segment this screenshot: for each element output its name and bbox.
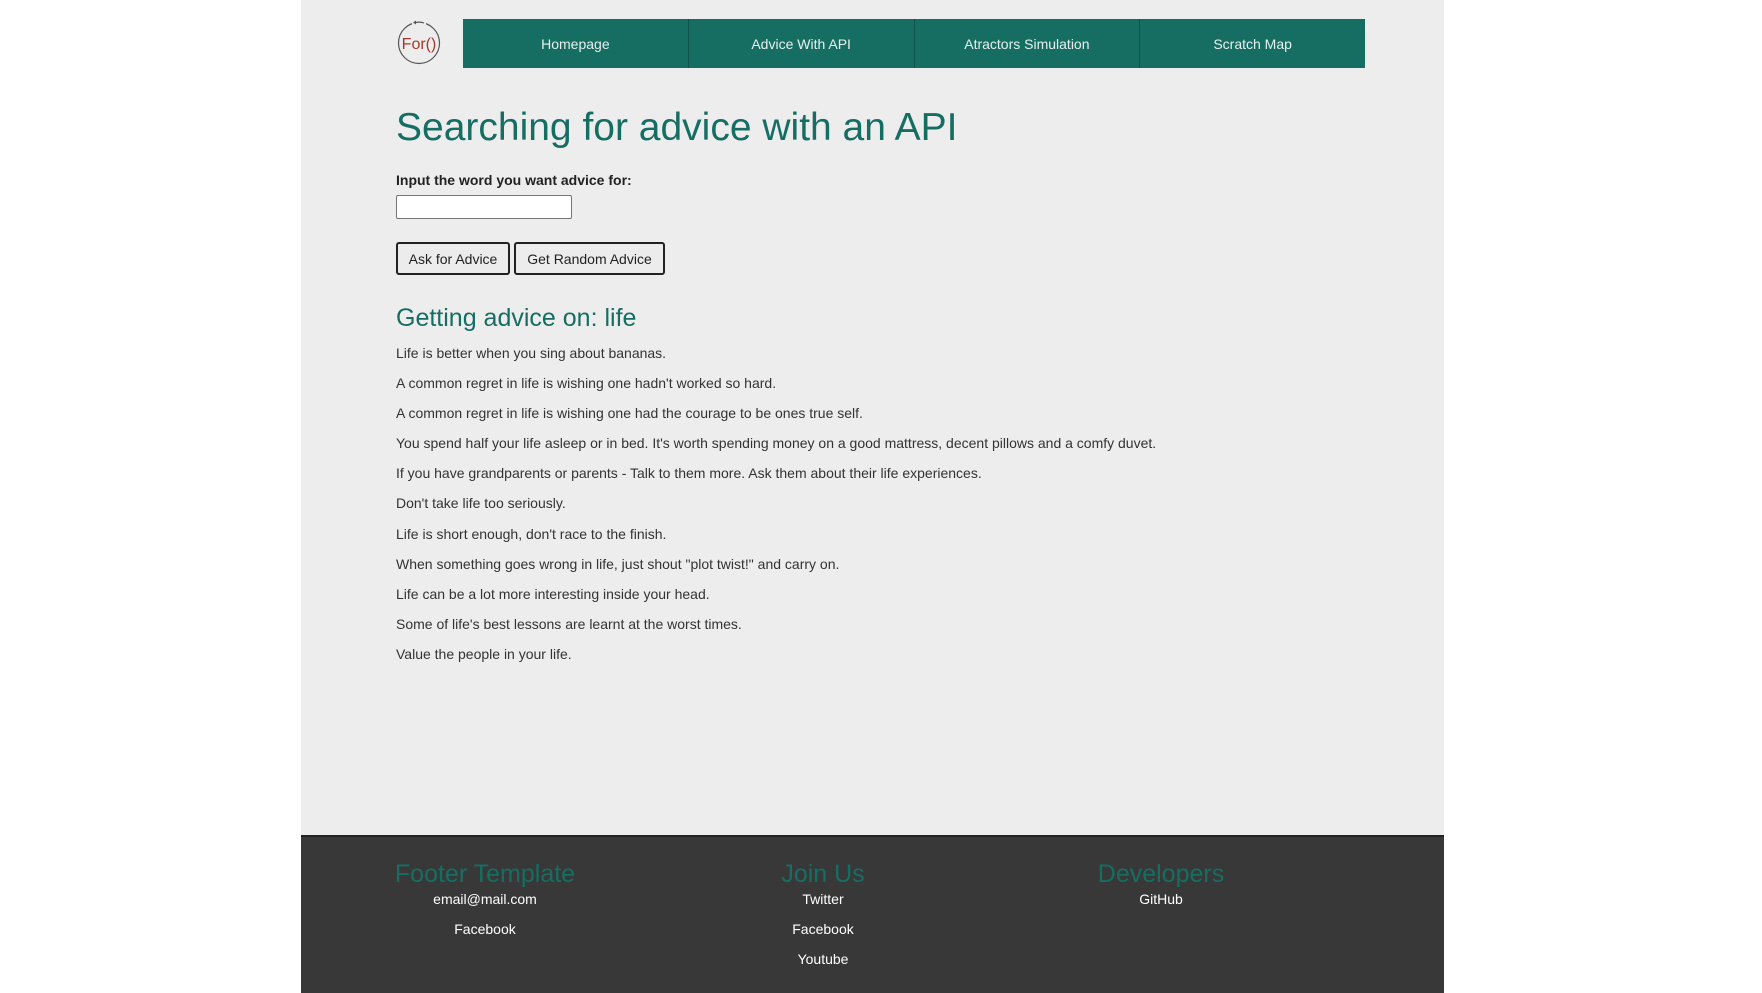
nav-item-homepage[interactable]: Homepage bbox=[463, 19, 689, 68]
advice-item: Life is short enough, don't race to the finish. bbox=[396, 525, 667, 542]
advice-item: Value the people in your life. bbox=[396, 645, 572, 662]
results-heading: Getting advice on: life bbox=[396, 304, 637, 332]
advice-item: A common regret in life is wishing one had the courage to be ones true self. bbox=[396, 405, 863, 422]
logo-text: For() bbox=[401, 36, 437, 53]
advice-item: When something goes wrong in life, just shout "plot twist!" and carry on. bbox=[396, 555, 840, 572]
footer-link-facebook[interactable]: Facebook bbox=[454, 921, 516, 937]
footer-link-youtube[interactable]: Youtube bbox=[797, 951, 849, 967]
footer-link-twitter[interactable]: Twitter bbox=[802, 891, 844, 907]
footer-heading: Footer Template bbox=[394, 860, 576, 888]
advice-item: You spend half your life asleep or in bed. It's worth spending money on a good mattress, decent pillows and a comfy duvet. bbox=[396, 435, 1157, 452]
advice-item: If you have grandparents or parents - Talk to them more. Ask them about their life experiences. bbox=[396, 465, 982, 482]
main-content bbox=[301, 0, 1444, 835]
advice-item: Don't take life too seriously. bbox=[396, 495, 566, 512]
footer-link-facebook[interactable]: Facebook bbox=[792, 921, 854, 937]
ask-for-advice-button[interactable]: Ask for Advice bbox=[396, 242, 510, 275]
footer bbox=[301, 835, 1444, 993]
word-input-label: Input the word you want advice for: bbox=[396, 172, 632, 188]
footer-link-github[interactable]: GitHub bbox=[1139, 891, 1183, 907]
page bbox=[301, 0, 1444, 993]
advice-item: A common regret in life is wishing one hadn't worked so hard. bbox=[396, 375, 777, 392]
advice-list bbox=[396, 345, 1156, 676]
for-loop-logo-icon bbox=[396, 19, 442, 65]
get-random-advice-button[interactable]: Get Random Advice bbox=[514, 242, 665, 275]
footer-link-email[interactable]: email@mail.com bbox=[433, 891, 537, 907]
site-logo[interactable] bbox=[396, 19, 442, 65]
page-title: Searching for advice with an API bbox=[396, 106, 958, 149]
advice-item: Some of life's best lessons are learnt at the worst times. bbox=[396, 615, 742, 632]
footer-column-developers bbox=[1011, 857, 1311, 921]
nav-item-attractors-simulation[interactable]: Atractors Simulation bbox=[915, 19, 1141, 68]
advice-item: Life can be a lot more interesting inside your head. bbox=[396, 585, 710, 602]
footer-column-join-us bbox=[673, 857, 973, 981]
word-input[interactable] bbox=[396, 195, 572, 219]
footer-column-template bbox=[335, 857, 635, 951]
nav-item-advice-with-api[interactable]: Advice With API bbox=[689, 19, 915, 68]
footer-heading: Join Us bbox=[781, 860, 865, 888]
nav-item-scratch-map[interactable]: Scratch Map bbox=[1213, 35, 1292, 52]
footer-heading: Developers bbox=[1097, 860, 1225, 888]
advice-item: Life is better when you sing about bananas. bbox=[396, 345, 667, 361]
main-nav bbox=[463, 19, 1365, 68]
